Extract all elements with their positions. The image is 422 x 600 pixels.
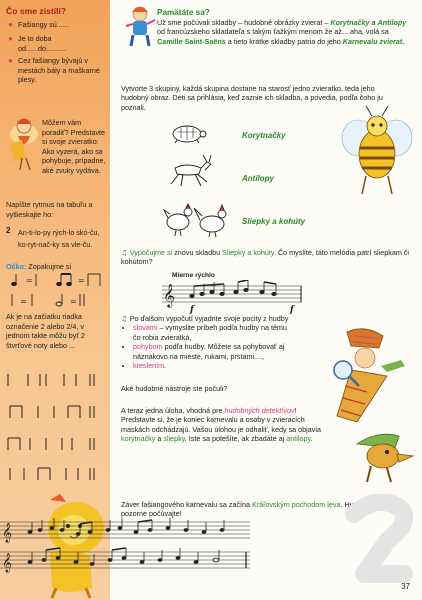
remember-heading: Pamätáte sa?	[157, 8, 210, 17]
list-text: podľa hudby. Môžete sa pohybovať aj náznakovo na mieste, rukami, prstami....,	[133, 342, 285, 361]
task-feelings	[121, 314, 296, 370]
svg-text:𝄞: 𝄞	[2, 553, 13, 573]
bullet-icon: ●	[8, 34, 13, 43]
task-text: A teraz jedna úloha, vhodná pre	[121, 406, 225, 415]
list-key: pohybom	[133, 342, 163, 352]
list-item	[133, 323, 296, 342]
label-antilopy: Antilopy	[242, 174, 274, 183]
chickens-illustration	[162, 198, 234, 238]
eye-note-text: Zopakujme si	[26, 262, 72, 271]
task-listen-1	[121, 248, 411, 267]
list-item	[133, 361, 296, 370]
task-lead-2: Po ďalšom vypočutí vyjadrite svoje pocity z hudby	[129, 314, 289, 323]
detective-illustration	[317, 326, 407, 426]
task-text: .	[310, 434, 313, 444]
term-korytnacky: korytnačky	[121, 434, 156, 444]
groups-paragraph: Vytvorte 3 skupiny, každá skupina dostane na starosť jedno zvieratko, teda jeho hudobný obraz. Deti sa prihlásia, keď zaznie ich skladba, a povedia, podľa čoho ju poznali.	[121, 84, 383, 112]
bee-illustration	[340, 102, 414, 202]
rhythm-line-1: An-ti-lo-py rých-lo skó-ču,	[18, 228, 100, 237]
rhythm-line-2: ko-ryt-nač-ky sa vle-ču.	[18, 240, 93, 249]
svg-text:f: f	[290, 305, 294, 314]
task-lead: Vypočujme si	[129, 248, 173, 257]
task-text: . Iste sa potešíte, ak zbadáte aj	[184, 434, 287, 444]
music-note-icon: ♫	[121, 314, 130, 323]
task-detectives	[121, 406, 321, 444]
svg-text:=: =	[78, 276, 85, 285]
decorative-number-graphic	[344, 494, 414, 588]
rhythm-exercise	[6, 372, 106, 488]
piece-antilopy: Antilopy	[377, 18, 407, 27]
rhythm-instructions: Napíšte rytmus na tabuľu a vytlieskajte ho:	[6, 200, 93, 219]
eye-note	[6, 262, 71, 272]
term-sliepky: sliepky	[163, 434, 185, 444]
piece-korytnacky: Korytnačky	[330, 18, 370, 27]
composer-name: Camille Saint-Saëns	[157, 36, 226, 46]
term-antilopy: antilopy	[286, 434, 311, 444]
svg-text:𝄞: 𝄞	[163, 283, 175, 307]
list-item	[133, 342, 296, 361]
list-text: .	[164, 361, 167, 371]
task-text: Záver fašiangového karnevalu sa začína	[121, 500, 253, 509]
list-key: kreslením	[133, 361, 165, 371]
bullet-icon: ●	[8, 56, 13, 65]
page-number: 37	[401, 582, 410, 591]
piece-lion-march: Kráľovským pochodom leva	[252, 500, 341, 509]
svg-text:=: =	[26, 276, 33, 285]
fairy-illustration	[4, 112, 44, 172]
boy-illustration	[122, 4, 158, 48]
intro-text-2: od francúzskeho skladateľa s takým ťažkým menom že až... aha, volá sa	[157, 27, 389, 37]
time-signature: 2	[6, 226, 11, 235]
list-text: – vymyslite príbeh podľa hudby na tému čo robia zvieratká,	[133, 323, 287, 342]
dog-detective-illustration	[347, 416, 417, 486]
music-note-icon: ♫	[121, 248, 130, 257]
bullet-icon: ●	[8, 20, 13, 29]
svg-text:=: =	[70, 297, 77, 306]
label-korytnacky: Korytnačky	[242, 131, 286, 140]
turtle-illustration	[167, 122, 207, 144]
main-content	[112, 0, 422, 600]
antelope-illustration	[167, 154, 215, 188]
bottom-music-staves	[0, 518, 250, 578]
intro-text: Už sme počúvali skladby – hudobné obrázky zvierat –	[157, 18, 331, 27]
sidebar-item-3: Cez fašiangy bývajú v mestách bály a maškarné plesy.	[18, 56, 100, 85]
intro-text-3: a tieto krátke skladby patria do jeho	[225, 36, 343, 46]
task-text: znovu skladbu	[172, 248, 223, 257]
intro-and: a	[369, 18, 378, 27]
intro-paragraph	[157, 18, 412, 46]
time-signature-explanation: Ak je na začiatku riadka označenie 2 alebo 2/4, v jednom takte môžu byť 2 štvrťové noty alebo ...	[6, 312, 86, 350]
sidebar-item-2: Je to doba od......do..........	[18, 34, 66, 53]
music-staff	[162, 280, 302, 314]
sidebar-title: Čo sme zistili?	[6, 6, 67, 16]
sidebar-question: Môžem vám poradiť? Predstavte si svoje zvieratko: Ako vyzerá, ako sa pohybuje, prípadne, aké zvuky vydáva.	[42, 118, 106, 175]
task-text: a	[155, 434, 164, 444]
task-text-2: . Čo myslíte, táto melódia patrí sliepkam či kohútom?	[121, 248, 409, 267]
task-text: ! Predstavte si, že je koniec karnevalu a osoby v zvieracích maskách odchádzajú. Vašou úlohou je odhaliť, kedy sa objavia	[121, 406, 321, 434]
list-key: slovami	[133, 323, 158, 333]
eye-note-label: Očko:	[6, 262, 27, 271]
svg-text:𝄞: 𝄞	[2, 523, 13, 543]
svg-text:f: f	[190, 305, 194, 314]
svg-text:=: =	[20, 297, 27, 306]
note-equivalence-diagram	[6, 272, 106, 308]
feelings-list	[121, 323, 296, 370]
task-text: . Hudobní detektívi, pozorne počúvajte!	[121, 500, 403, 519]
tempo-marking: Mierne rýchlo	[172, 272, 215, 279]
question-instruments: Aké hudobné nástroje ste počuli?	[121, 384, 228, 393]
carnival-title: Karnevalu zvierat.	[342, 36, 405, 46]
piece-link: Sliepky a kohúty	[222, 248, 274, 257]
label-sliepky-a-kohuty: Sliepky a kohúty	[242, 217, 306, 226]
sidebar-item-1: Fašiangy sú......	[18, 20, 69, 29]
detectives-term: hudobných detektívov	[224, 406, 295, 415]
